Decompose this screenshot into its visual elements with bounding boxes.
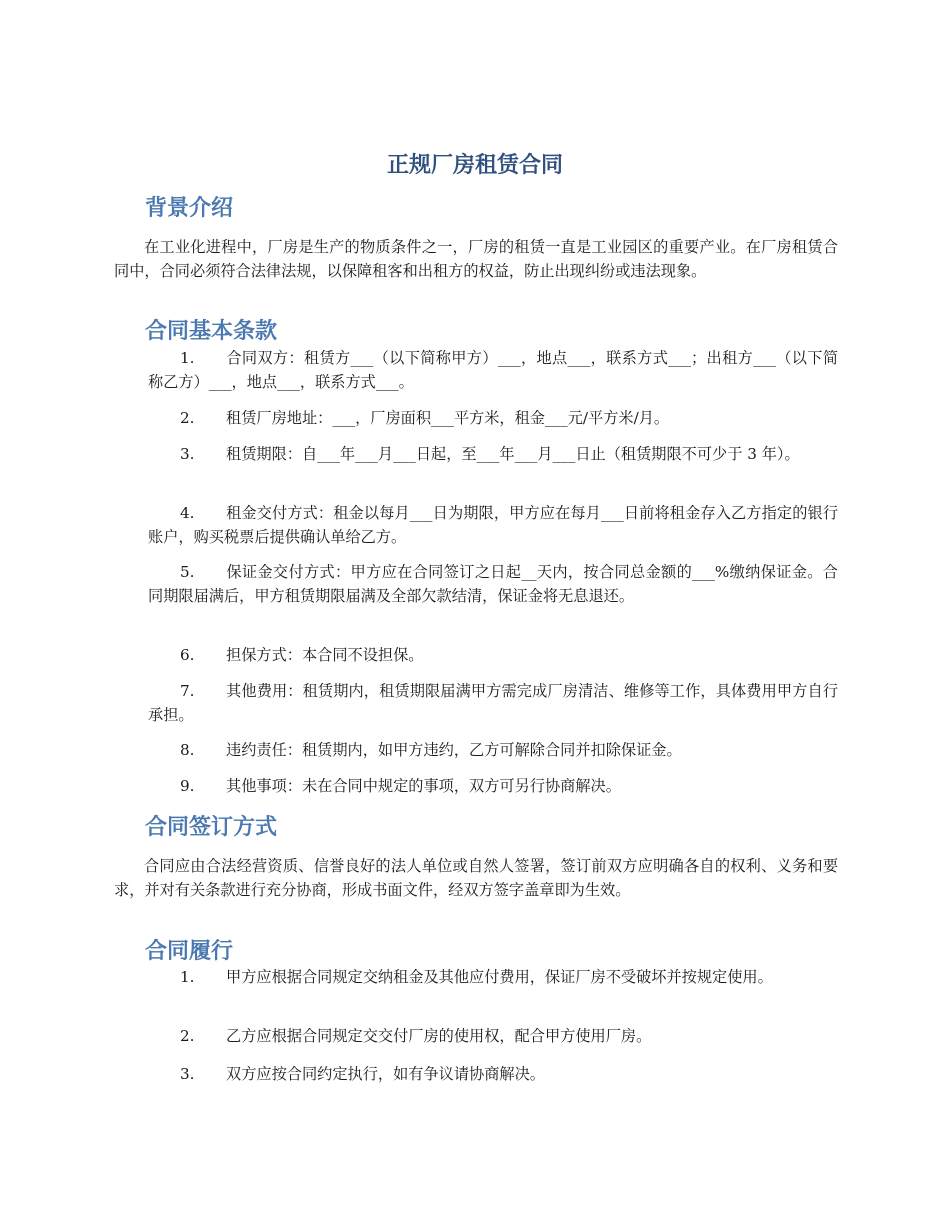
list-item	[148, 643, 838, 667]
list-item	[148, 346, 838, 394]
background-paragraph: 在工业化进程中，厂房是生产的物质条件之一，厂房的租赁一直是工业园区的重要产业。在厂房租赁合同中，合同必须符合法律法规，以保障租客和出租方的权益，防止出现纠纷或违法现象。	[114, 238, 838, 280]
list-text: 保证金交付方式：甲方应在合同签订之日起__天内，按合同总金额的___%缴纳保证金。合同期限届满后，甲方租赁期限届满及全部欠款结清，保证金将无息退还。	[148, 563, 838, 605]
list-item	[148, 442, 838, 466]
list-number: 1.	[180, 349, 195, 367]
section-heading-background: 背景介绍	[145, 196, 234, 221]
list-text: 其他事项：未在合同中规定的事项，双方可另行协商解决。	[226, 777, 621, 795]
list-number: 5.	[180, 563, 195, 581]
list-number: 3.	[180, 445, 195, 463]
list-number: 4.	[180, 504, 195, 522]
list-item	[148, 1024, 838, 1048]
list-item	[148, 560, 838, 608]
list-text: 违约责任：租赁期内，如甲方违约，乙方可解除合同并扣除保证金。	[226, 741, 682, 759]
list-text: 合同双方：租赁方___（以下简称甲方）___，地点___，联系方式___；出租方___（以下简称乙方）___，地点___，联系方式___。	[148, 349, 838, 391]
list-item	[148, 738, 838, 762]
list-text: 租金交付方式：租金以每月___日为期限，甲方应在每月___日前将租金存入乙方指定的银行账户，购买税票后提供确认单给乙方。	[148, 504, 838, 546]
list-number: 9.	[180, 777, 195, 795]
list-text: 双方应按合同约定执行，如有争议请协商解决。	[226, 1065, 545, 1083]
list-number: 7.	[180, 682, 195, 700]
section-heading-performance: 合同履行	[145, 939, 234, 964]
list-item	[148, 774, 838, 798]
list-item	[148, 679, 838, 727]
list-number: 6.	[180, 646, 195, 664]
list-number: 3.	[180, 1065, 195, 1083]
signing-paragraph: 合同应由合法经营资质、信誉良好的法人单位或自然人签署，签订前双方应明确各自的权利、义务和要求，并对有关条款进行充分协商，形成书面文件，经双方签字盖章即为生效。	[114, 857, 838, 899]
list-number: 2.	[180, 409, 195, 427]
list-number: 2.	[180, 1027, 195, 1045]
list-text: 乙方应根据合同规定交交付厂房的使用权，配合甲方使用厂房。	[226, 1027, 652, 1045]
list-text: 担保方式：本合同不设担保。	[226, 646, 424, 664]
list-item	[148, 406, 838, 430]
list-item	[148, 1062, 838, 1086]
list-item	[148, 501, 838, 549]
list-number: 8.	[180, 741, 195, 759]
section-heading-basic-terms: 合同基本条款	[145, 319, 278, 344]
list-item	[148, 965, 838, 989]
section-heading-signing: 合同签订方式	[145, 815, 278, 840]
list-text: 租赁厂房地址：___，厂房面积___平方米，租金___元/平方米/月。	[226, 409, 670, 427]
list-number: 1.	[180, 968, 195, 986]
list-text: 甲方应根据合同规定交纳租金及其他应付费用，保证厂房不受破坏并按规定使用。	[226, 968, 773, 986]
list-text: 其他费用：租赁期内，租赁期限届满甲方需完成厂房清洁、维修等工作，具体费用甲方自行承担。	[148, 682, 838, 724]
document-title: 正规厂房租赁合同	[386, 153, 563, 178]
list-text: 租赁期限：自___年___月___日起，至___年___月___日止（租赁期限不可少于 3 年）。	[226, 445, 800, 463]
